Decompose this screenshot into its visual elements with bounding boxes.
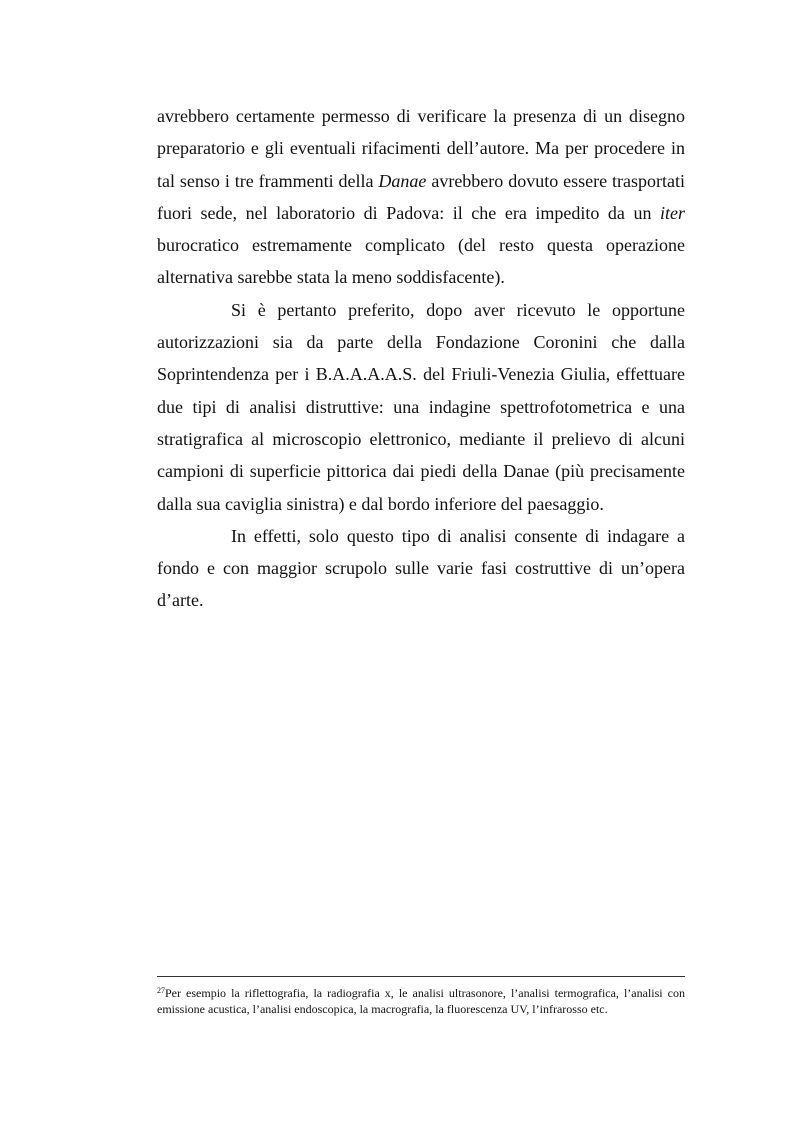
paragraph-3	[157, 520, 685, 617]
text-run: burocratico estremamente complicato (del resto questa operazione alternativa sarebbe stata la meno soddisfacente).	[157, 235, 685, 288]
footnote-number: 27	[157, 986, 165, 995]
text-run: avrebbero certamente permesso di verificare la presenza di un disegno preparatorio e gli eventuali rifacimenti dell’autore. Ma per procedere in tal senso i tre frammenti della	[157, 106, 685, 191]
footnote-text: Per esempio la riflettografia, la radiografia x, le analisi ultrasonore, l’analisi termografica, l’analisi con emissione acustica, l’analisi endoscopica, la macrografia, la fluorescenza UV, l’infrarosso etc.	[157, 986, 685, 1016]
text-run: avrebbero dovuto essere trasportati fuori sede, nel laboratorio di Padova: il che era impedito da un	[157, 170, 685, 223]
italic-term: iter	[660, 202, 685, 223]
paragraph-1	[157, 100, 685, 294]
italic-term: Danae	[378, 170, 427, 191]
paragraph-2	[157, 294, 685, 520]
footnote-separator	[157, 976, 685, 977]
text-run: In effetti, solo questo tipo di analisi consente di indagare a fondo e con maggior scrupolo sulle varie fasi costruttive di un’opera d’arte.	[157, 525, 685, 611]
footnote-27	[157, 985, 685, 1017]
body-text	[157, 100, 685, 617]
text-run: Si è pertanto preferito, dopo aver ricevuto le opportune autorizzazioni sia da parte della Fondazione Coronini che dalla Soprintendenza per i B.A.A.A.A.S. del Friuli-Venezia Giulia, effettuare due tipi di analisi distruttive: una indagine spettrofotometrica e una stratigrafica al microscopio elettronico, mediante il prelievo di alcuni campioni di superficie pittorica dai piedi della Danae (più precisamente dalla sua caviglia sinistra) e dal bordo inferiore del paesaggio.	[157, 299, 685, 514]
